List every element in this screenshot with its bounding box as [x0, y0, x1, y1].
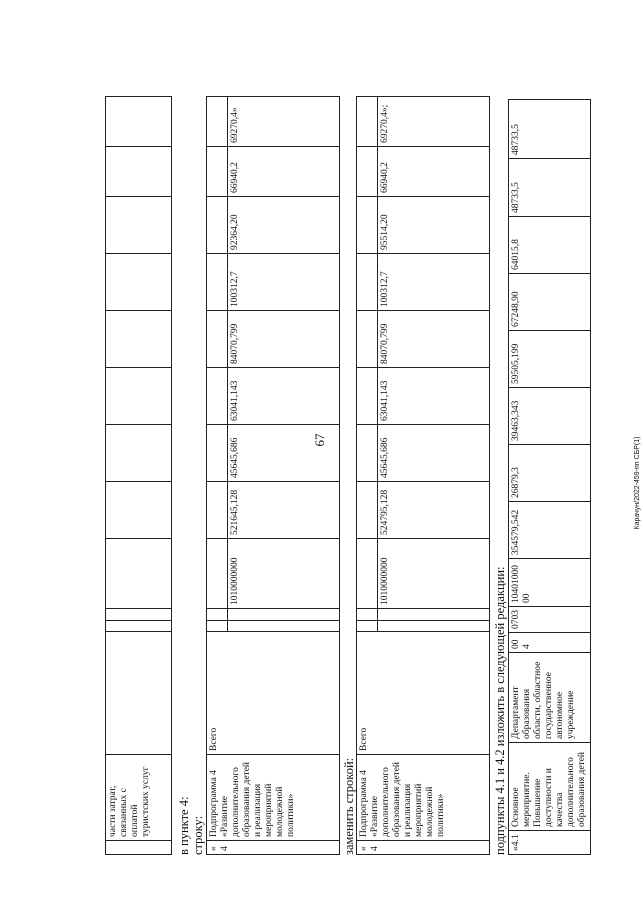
cell-description: части затрат, связанных с оплатой туристских услуг — [106, 755, 172, 841]
cell-value: 63041,143 — [378, 368, 490, 425]
cell-value: 45645,686 — [378, 425, 490, 482]
table-row — [509, 100, 591, 855]
cell-value: 63041,143 — [228, 368, 340, 425]
table-row — [207, 97, 228, 855]
cell-resp: Всего — [357, 632, 490, 755]
cell-value: 354579,542 — [509, 502, 591, 559]
cell-value: 92364,20 — [228, 197, 340, 254]
cell-value: 66940,2 — [378, 147, 490, 197]
cell-resp: Всего — [207, 632, 340, 755]
table-row — [357, 97, 378, 855]
cell-grbs: 004 — [509, 633, 591, 653]
cell-csr: 1010000000 — [378, 539, 490, 609]
cell-value: 59505,199 — [509, 331, 591, 388]
cell-name: Подпрограмма 4 «Развитие дополнительного образования детей и реализация мероприятий молодежной политики» — [207, 755, 340, 841]
label-subpoints: подпункты 4.1 и 4.2 изложить в следующей редакции: — [493, 566, 507, 855]
cell-value: 69270,4» — [228, 97, 340, 147]
label-in-point: в пункте 4: — [177, 796, 191, 855]
cell-name: Подпрограмма 4 «Развитие дополнительного образования детей и реализация мероприятий молодежной политики» — [357, 755, 490, 841]
rotated-page-content — [93, 55, 587, 855]
table-top-fragment — [105, 96, 172, 855]
cell-resp: Департамент образования области, областное государственное автономное учреждение — [509, 653, 591, 743]
cell-rzpr: 0703 — [509, 607, 591, 633]
cell-value: 521645,128 — [228, 482, 340, 539]
cell-num: «4.1 — [509, 831, 591, 855]
cell-csr: 1010000000 — [228, 539, 340, 609]
cell-value: 95514,20 — [378, 197, 490, 254]
cell-value: 524795,128 — [378, 482, 490, 539]
cell-value: 100312,7 — [228, 254, 340, 311]
cell-value: 66940,2 — [228, 147, 340, 197]
document-id: Карачун/2022-459-пп СБР(1) — [634, 436, 641, 530]
label-replace: заменить строкой: — [342, 757, 356, 855]
label-row: строку: — [191, 815, 205, 855]
cell-value: 100312,7 — [378, 254, 490, 311]
page-number: 67 — [312, 433, 327, 447]
table-old-row — [206, 96, 340, 855]
cell-value: 45645,686 — [228, 425, 340, 482]
cell-value: 39463,343 — [509, 388, 591, 445]
cell-value: 84070,799 — [228, 311, 340, 368]
cell-value: 69270,4»; — [378, 97, 490, 147]
cell-value: 48733,5 — [509, 159, 591, 217]
cell-value: 48733,5 — [509, 100, 591, 159]
cell-num: «4 — [357, 841, 490, 855]
table-row-4-1 — [508, 99, 591, 855]
table-row — [106, 97, 172, 855]
cell-value: 67248,90 — [509, 274, 591, 331]
cell-value: 64015,8 — [509, 217, 591, 274]
table-new-row — [356, 96, 490, 855]
cell-num: «4 — [207, 841, 340, 855]
cell-name: Основное мероприятие. Повышение доступности и качества дополнительного образования детей — [509, 743, 591, 831]
cell-value: 84070,799 — [378, 311, 490, 368]
cell-value: 26879,3 — [509, 445, 591, 502]
cell-csr: 1040100000 — [509, 559, 591, 607]
